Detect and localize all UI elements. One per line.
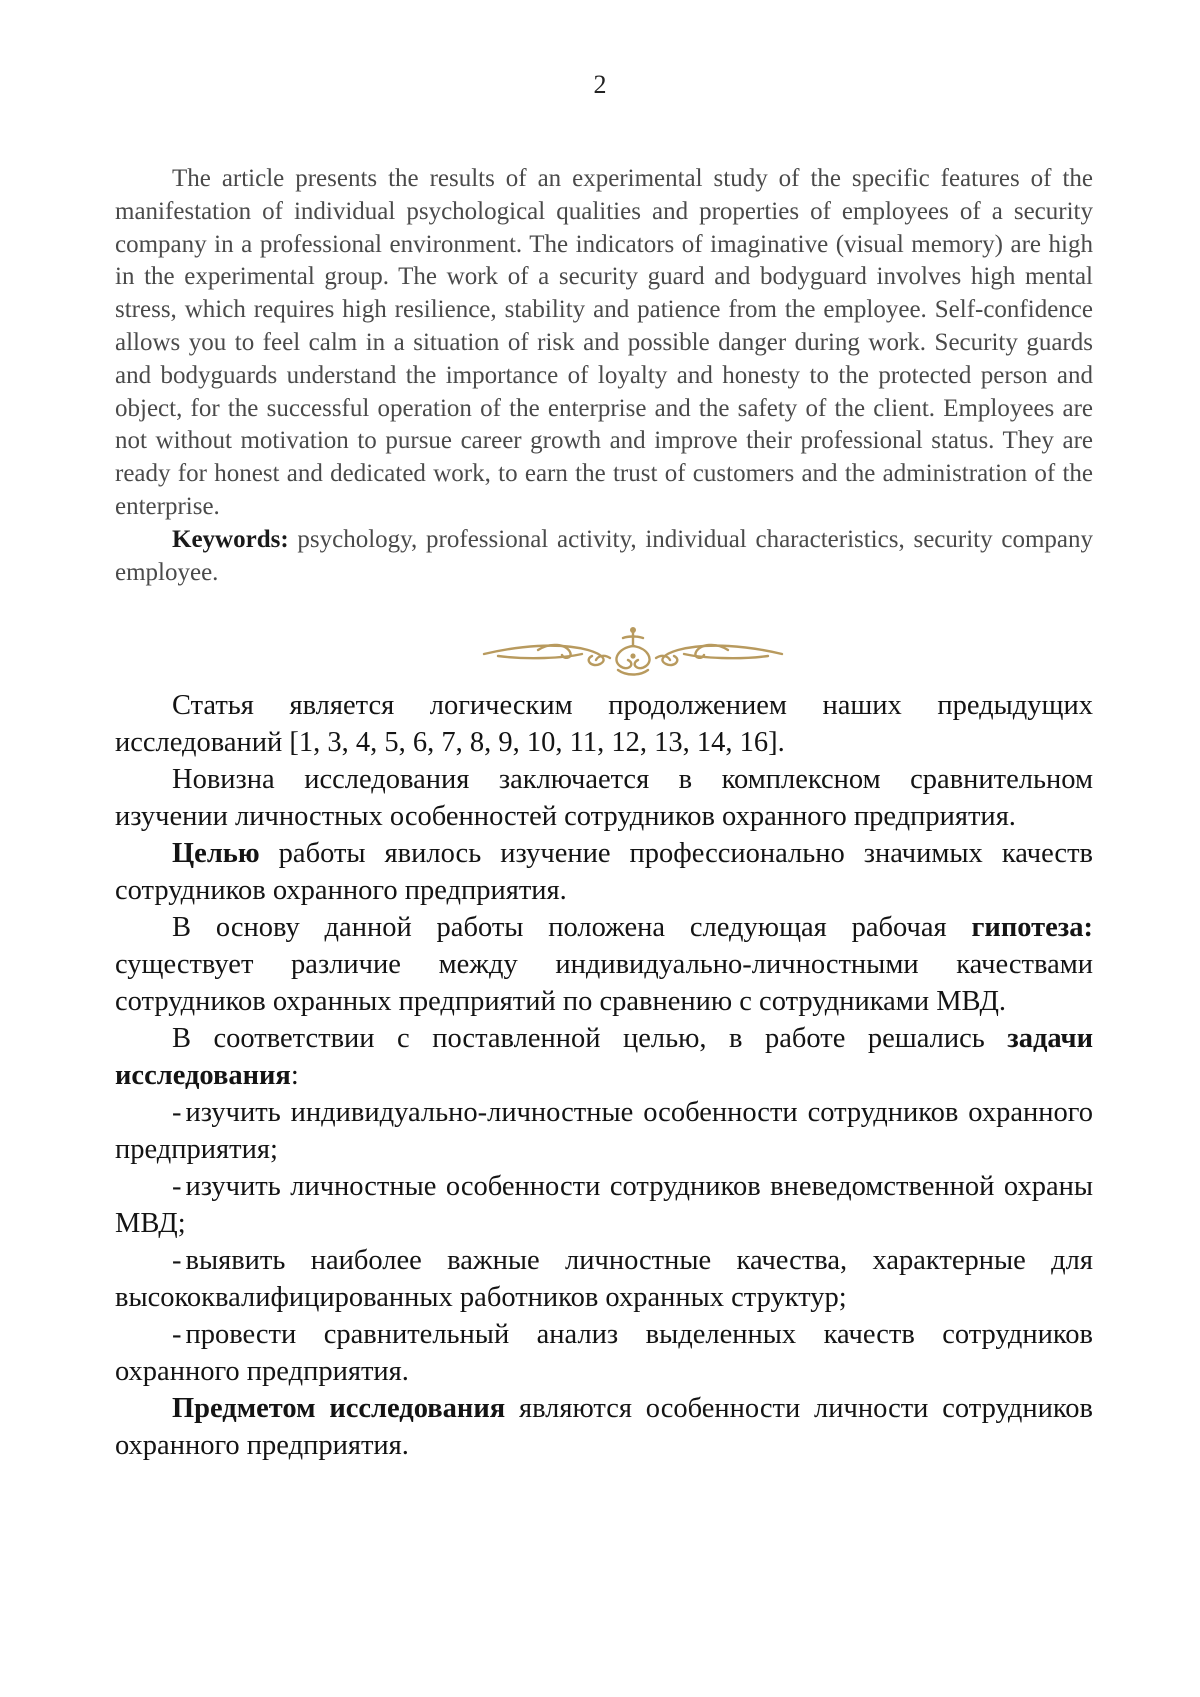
decorative-ornament-icon xyxy=(478,624,788,682)
task-dash: - xyxy=(172,1097,182,1128)
tasks-term: задачи исследования xyxy=(115,1023,1093,1091)
keywords-label: Keywords: xyxy=(172,525,289,553)
paragraph-novelty: Новизна исследования заключается в комплексном сравнительном изучении личностных особенностей сотрудников охранного предприятия. xyxy=(115,764,1093,832)
task-dash: - xyxy=(172,1245,182,1276)
task-text: провести сравнительный анализ выделенных качеств сотрудников охранного предприятия. xyxy=(115,1319,1093,1387)
goal-text: работы явилось изучение профессионально значимых качеств сотрудников охранного предприятия. xyxy=(115,838,1093,906)
paragraph-subject xyxy=(115,1390,1093,1464)
subject-text: являются особенности личности сотрудников охранного предприятия. xyxy=(115,1393,1094,1461)
tasks-colon: : xyxy=(290,1060,299,1091)
paragraph-tasks xyxy=(115,1020,1093,1094)
task-item xyxy=(115,1094,1093,1168)
goal-term: Целью xyxy=(172,838,260,869)
subject-term: Предметом исследования xyxy=(172,1393,506,1424)
task-dash: - xyxy=(172,1319,182,1350)
page-number: 2 xyxy=(593,70,607,99)
paragraph-goal xyxy=(115,835,1093,909)
task-dash: - xyxy=(172,1171,182,1202)
hypothesis-term: гипотеза: xyxy=(971,912,1093,943)
task-text: выявить наиболее важные личностные качества, характерные для высококвалифицированных работников охранных структур; xyxy=(115,1245,1093,1313)
tasks-intro: В соответствии с поставленной целью, в работе решались xyxy=(172,1023,1008,1054)
keywords-paragraph xyxy=(115,524,1093,590)
paragraph-intro: Статья является логическим продолжением наших предыдущих исследований [1, 3, 4, 5, 6, 7, 8, 9, 10, 11, 12, 13, 14, 16]. xyxy=(115,690,1093,758)
abstract-paragraph: The article presents the results of an experimental study of the specific features of the manifestation of individual psychological qualities and properties of employees of a security company in a professional environment. The indicators of imaginative (visual memory) are high in the experimental group. The work of a security guard and bodyguard involves high mental stress, which requires high resilience, stability and patience from the employee. Self-confidence allows you to feel calm in a situation of risk and possible danger during work. Security guards and bodyguards understand the importance of loyalty and honesty to the protected person and object, for the successful operation of the enterprise and the safety of the client. Employees are not without motivation to pursue career growth and improve their professional status. They are ready for honest and dedicated work, to earn the trust of customers and the administration of the enterprise. xyxy=(115,165,1093,520)
hypothesis-intro: В основу данной работы положена следующая рабочая xyxy=(172,912,972,943)
english-abstract xyxy=(115,163,1093,589)
task-item xyxy=(115,1168,1093,1242)
keywords-text: psychology, professional activity, individual characteristics, security company employee. xyxy=(115,525,1093,586)
task-text: изучить личностные особенности сотрудников вневедомственной охраны МВД; xyxy=(115,1171,1093,1239)
main-text xyxy=(115,687,1093,1464)
hypothesis-text: существует различие между индивидуально-личностными качествами сотрудников охранных предприятий по сравнению с сотрудниками МВД. xyxy=(115,949,1093,1017)
task-item xyxy=(115,1242,1093,1316)
task-item xyxy=(115,1316,1093,1390)
task-text: изучить индивидуально-личностные особенности сотрудников охранного предприятия; xyxy=(115,1097,1093,1165)
paragraph-hypothesis xyxy=(115,909,1093,1020)
